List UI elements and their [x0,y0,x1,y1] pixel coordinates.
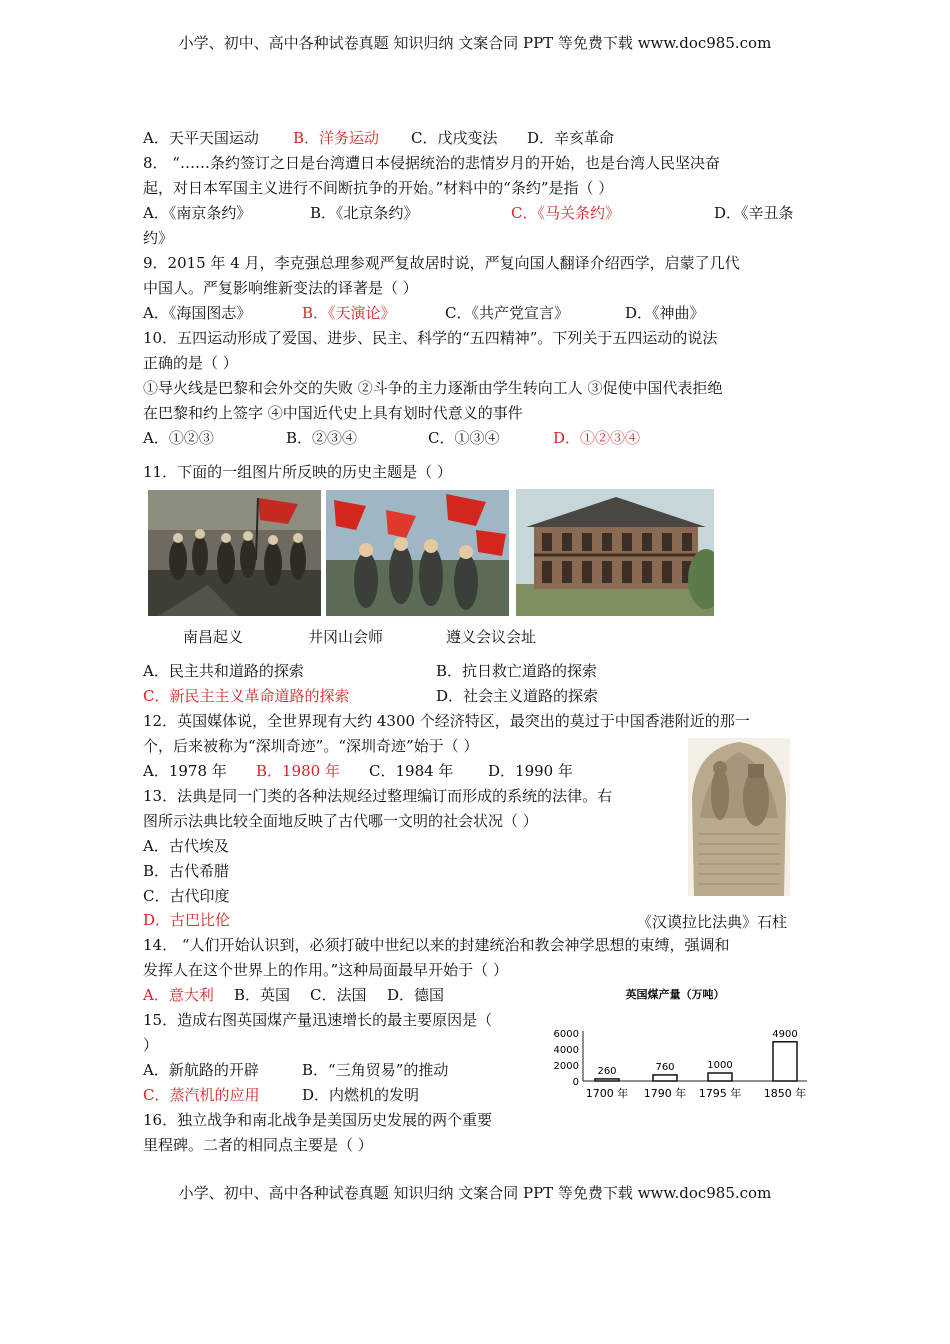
q8-stem-line2: 起，对日本军国主义进行不间断抗争的开始。”材料中的“条约”是指（ ） [143,179,614,197]
page-footer: 小学、初中、高中各种试卷真题 知识归纳 文案合同 PPT 等免费下载 www.doc985.com [178,1184,772,1202]
q10-option-d: D．①②③④ [553,429,641,447]
q11-option-c: C．新民主主义革命道路的探索 [143,687,350,705]
q10-items-line1: ①导火线是巴黎和会外交的失败 ②斗争的主力逐渐由学生转向工人 ③促使中国代表拒绝 [143,379,723,397]
q8-option-d: D．《辛丑条 [714,204,794,222]
q15-stem-line1: 15．造成右图英国煤产量迅速增长的最主要原因是（ [143,1011,493,1029]
y-tick-label: 2000 [553,1061,579,1072]
q10-stem-line1: 10．五四运动形成了爱国、进步、民主、科学的“五四精神”。下列关于五四运动的说法 [143,329,718,347]
q11-option-b: B．抗日救亡道路的探索 [436,662,598,680]
data-label: 260 [597,1065,617,1077]
q7-option-d: D．辛亥革命 [527,129,615,147]
stele-caption: 《汉谟拉比法典》石柱 [637,913,788,931]
q14-option-b: B．英国 [234,986,291,1004]
q9-option-c: C．《共产党宣言》 [445,304,569,322]
caption-zunyi: 遵义会议会址 [446,628,537,646]
q10-option-a: A．①②③ [143,429,214,447]
q9-option-b: B．《天演论》 [302,304,396,322]
q13-option-b: B．古代希腊 [143,862,230,880]
q13-option-c: C．古代印度 [143,887,230,905]
q11-option-a: A．民主共和道路的探索 [143,662,304,680]
q12-option-b: B．1980 年 [256,762,340,780]
q14-stem-line1: 14． “人们开始认识到，必须打破中世纪以来的封建统治和教会神学思想的束缚，强调和 [143,936,730,954]
nanchang-uprising-photo [148,490,321,616]
q14-stem-line2: 发挥人在这个世界上的作用。”这种局面最早开始于（ ） [143,961,508,979]
caption-nanchang: 南昌起义 [183,628,244,646]
data-label: 1000 [707,1060,733,1071]
bar [595,1079,619,1081]
q12-stem-line2: 个，后来被称为“深圳奇迹”。“深圳奇迹”始于（ ） [143,737,479,755]
x-tick-label: 1850 年 [763,1087,807,1100]
q15-stem-line2: ） [143,1036,159,1054]
q8-option-b: B．《北京条约》 [310,204,419,222]
q7-option-c: C．戊戌变法 [411,129,498,147]
chart-title: 英国煤产量（万吨） [625,988,725,1001]
y-tick-label: 4000 [553,1045,579,1056]
q15-option-c: C．蒸汽机的应用 [143,1086,260,1104]
q12-option-c: C．1984 年 [369,762,454,780]
q10-option-b: B．②③④ [286,429,358,447]
q11-option-d: D．社会主义道路的探索 [436,687,599,705]
q8-option-a: A．《南京条约》 [143,204,252,222]
q9-stem-line1: 9．2015 年 4 月，李克强总理参观严复故居时说，严复向国人翻译介绍西学，启蒙了几代 [143,254,740,272]
q14-option-d: D．德国 [387,986,445,1004]
q8-option-d-wrap: 约》 [143,229,174,247]
q16-stem-line2: 里程碑。二者的相同点主要是（ ） [143,1136,373,1154]
q12-option-a: A．1978 年 [143,762,227,780]
q7-option-a: A．天平天国运动 [143,129,259,147]
q15-option-b: B．“三角贸易”的推动 [302,1061,449,1079]
q15-option-a: A．新航路的开辟 [143,1061,259,1079]
q8-stem-line1: 8． “……条约签订之日是台湾遭日本侵据统治的悲情岁月的开始，也是台湾人民坚决奋 [143,154,720,172]
x-tick-label: 1795 年 [698,1087,742,1100]
q12-stem-line1: 12．英国媒体说，全世界现有大约 4300 个经济特区，最突出的莫过于中国香港附近的那一 [143,712,750,730]
q11-stem: 11．下面的一组图片所反映的历史主题是（ ） [143,463,452,481]
q10-items-line2: 在巴黎和约上签字 ④中国近代史上具有划时代意义的事件 [143,404,523,422]
y-tick-label: 6000 [553,1029,579,1040]
q9-option-a: A．《海国图志》 [143,304,252,322]
data-label: 760 [655,1061,675,1073]
hammurabi-stele-image [688,738,790,896]
zunyi-meeting-site-photo [516,489,714,616]
q8-option-c: C．《马关条约》 [511,204,620,222]
q10-stem-line2: 正确的是（ ） [143,354,238,372]
x-tick-label: 1790 年 [643,1087,687,1100]
q10-option-c: C．①③④ [428,429,500,447]
caption-jinggangshan: 井冈山会师 [308,628,384,646]
q14-option-a: A．意大利 [143,986,214,1004]
y-tick-label: 0 [572,1077,579,1088]
q15-option-d: D．内燃机的发明 [302,1086,420,1104]
q13-option-a: A．古代埃及 [143,837,229,855]
q7-option-b: B．洋务运动 [293,129,380,147]
q14-option-c: C．法国 [310,986,367,1004]
page-header: 小学、初中、高中各种试卷真题 知识归纳 文案合同 PPT 等免费下载 www.doc985.com [178,34,772,52]
q16-stem-line1: 16．独立战争和南北战争是美国历史发展的两个重要 [143,1111,493,1129]
bar [773,1042,797,1081]
data-label: 4900 [772,1028,798,1040]
x-tick-label: 1700 年 [585,1087,629,1100]
bar [653,1075,677,1081]
q9-stem-line2: 中国人。严复影响维新变法的译著是（ ） [143,279,418,297]
q13-stem-line1: 13．法典是同一门类的各种法规经过整理编订而形成的系统的法律。右 [143,787,613,805]
q12-option-d: D．1990 年 [488,762,573,780]
bar [708,1073,732,1081]
q9-option-d: D．《神曲》 [625,304,705,322]
q13-stem-line2: 图所示法典比较全面地反映了古代哪一文明的社会状况（ ） [143,812,538,830]
jinggangshan-meeting-photo [326,490,509,616]
coal-production-chart [545,983,815,1108]
q13-option-d: D．古巴比伦 [143,911,231,929]
